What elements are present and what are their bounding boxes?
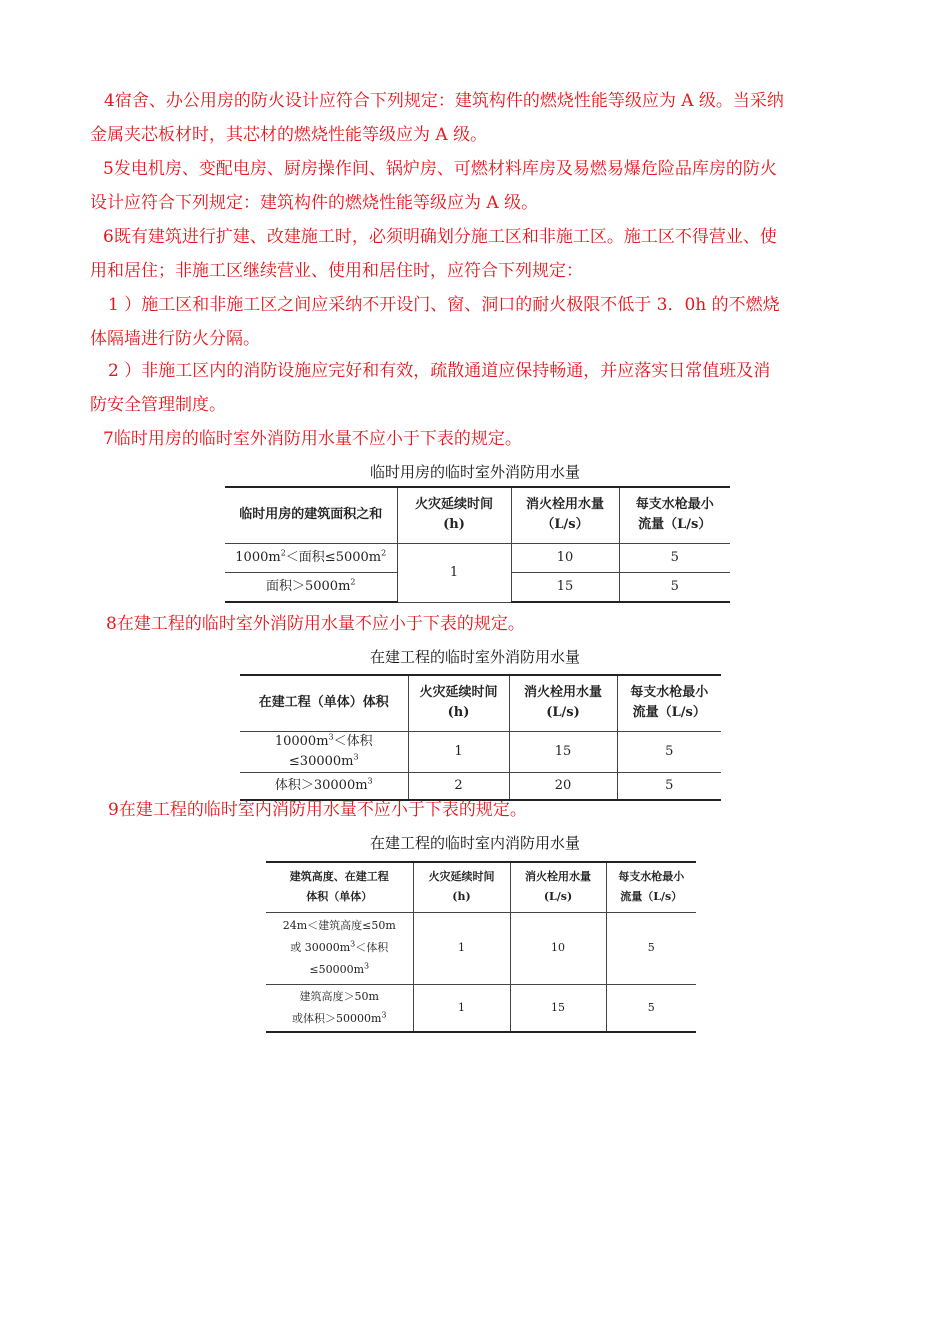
text-line: 5发电机房、变配电房、厨房操作间、锅炉房、可燃材料库房及易燃易爆危险品库房的防火 — [103, 159, 777, 179]
table-row — [266, 984, 696, 1032]
table-cell: 24m＜建筑高度≤50m 或 $30000m^3<$体积 $\le 50000m^3$ — [266, 912, 413, 984]
text-line: 用和居住；非施工区继续营业、使用和居住时，应符合下列规定： — [90, 261, 583, 281]
table-cell: $10000m^3<$体积$\le 30000m^3$ — [240, 731, 408, 772]
text-line: 8在建工程的临时室外消防用水量不应小于下表的规定。 — [106, 614, 525, 634]
data-table — [225, 486, 730, 603]
table-cell: 2 — [408, 772, 509, 800]
table-cell: 5 — [617, 772, 721, 800]
table-cell: 1 — [397, 543, 511, 602]
table-cell: 10 — [510, 912, 606, 984]
table-cell: 5 — [606, 984, 696, 1032]
table-caption: 在建工程的临时室外消防用水量 — [369, 648, 580, 666]
table-cell: $1000m^2<$面积$\le 5000m^2$ — [225, 543, 397, 572]
table-row — [266, 912, 696, 984]
text-line: 设计应符合下列规定：建筑构件的燃烧性能等级应为 A 级。 — [90, 193, 539, 213]
text-line: 6既有建筑进行扩建、改建施工时，必须明确划分施工区和非施工区。施工区不得营业、使 — [103, 227, 777, 247]
data-table — [266, 861, 696, 1033]
text-line: 防安全管理制度。 — [90, 395, 226, 415]
table-header-row — [240, 675, 721, 731]
column-header: 消火栓用水量 (L/s) — [509, 675, 617, 731]
table-cell: 1 — [413, 984, 510, 1032]
column-header: 火灾延续时间 (h) — [397, 487, 511, 543]
paragraph-item-8 — [106, 607, 886, 641]
table-cell: 1 — [408, 731, 509, 772]
text-line: 体隔墙进行防火分隔。 — [90, 329, 260, 349]
column-header: 每支水枪最小 流量（L/s） — [606, 862, 696, 912]
table-cell: 建筑高度＞50m 或体积$>50000m^3$ — [266, 984, 413, 1032]
table-header-row — [266, 862, 696, 912]
table-cell: 10 — [511, 543, 619, 572]
paragraph-subitem-1 — [90, 288, 888, 356]
text-line: 2 ）非施工区内的消防设施应完好和有效，疏散通道应保持畅通，并应落实日常值班及消 — [108, 361, 771, 381]
text-line: 金属夹芯板材时，其芯材的燃烧性能等级应为 A 级。 — [90, 125, 488, 145]
column-header: 建筑高度、在建工程 体积（单体） — [266, 862, 413, 912]
table-caption: 在建工程的临时室内消防用水量 — [369, 834, 580, 852]
data-table — [240, 674, 721, 801]
text-line: 1 ）施工区和非施工区之间应采纳不开设门、窗、洞口的耐火极限不低于 3．0h 的不燃烧 — [108, 295, 780, 315]
paragraph-subitem-2 — [90, 354, 888, 422]
table-cell: 20 — [509, 772, 617, 800]
table-cell: 15 — [511, 572, 619, 602]
table-cell: 5 — [619, 543, 730, 572]
table-cell: 1 — [413, 912, 510, 984]
column-header: 每支水枪最小 流量（L/s） — [619, 487, 730, 543]
table-row — [225, 543, 730, 572]
column-header: 火灾延续时间 (h) — [408, 675, 509, 731]
table-cell: 15 — [509, 731, 617, 772]
paragraph-item-5 — [90, 152, 883, 220]
column-header: 消火栓用水量 (L/s) — [510, 862, 606, 912]
column-header: 在建工程（单体）体积 — [240, 675, 408, 731]
table-cell: 体积$>30000m^3$ — [240, 772, 408, 800]
table-cell: 5 — [606, 912, 696, 984]
column-header: 临时用房的建筑面积之和 — [225, 487, 397, 543]
table-cell: 5 — [619, 572, 730, 602]
column-header: 消火栓用水量 （L/s） — [511, 487, 619, 543]
table-caption: 临时用房的临时室外消防用水量 — [369, 463, 580, 481]
text-line: 4宿舍、办公用房的防火设计应符合下列规定：建筑构件的燃烧性能等级应为 A 级。当采纳 — [104, 91, 784, 111]
table-cell: 5 — [617, 731, 721, 772]
table-cell: 15 — [510, 984, 606, 1032]
text-line: 7临时用房的临时室外消防用水量不应小于下表的规定。 — [103, 429, 522, 449]
column-header: 火灾延续时间 (h) — [413, 862, 510, 912]
paragraph-item-7 — [103, 422, 883, 456]
paragraph-item-6 — [90, 220, 883, 288]
column-header: 每支水枪最小 流量（L/s） — [617, 675, 721, 731]
paragraph-item-4 — [90, 84, 884, 152]
table-header-row — [225, 487, 730, 543]
paragraph-item-9 — [108, 793, 888, 827]
table-row — [240, 731, 721, 772]
text-line: 9在建工程的临时室内消防用水量不应小于下表的规定。 — [108, 800, 527, 820]
table-cell: 面积$>5000m^2$ — [225, 572, 397, 602]
